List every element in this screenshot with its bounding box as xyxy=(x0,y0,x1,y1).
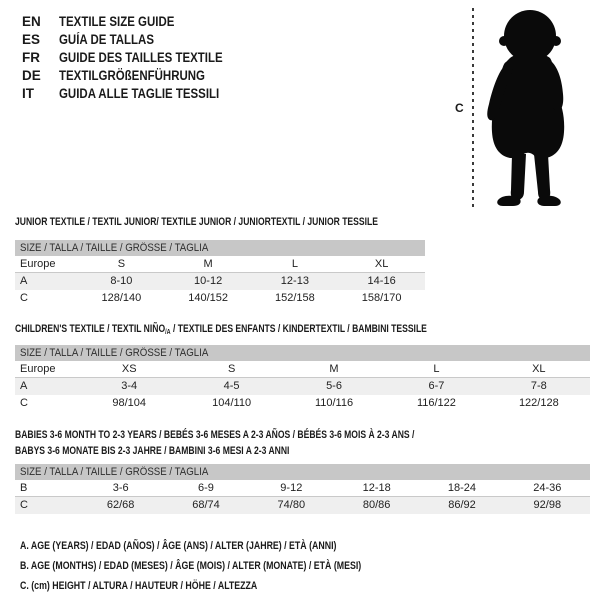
height-cell: 98/104 xyxy=(112,397,147,409)
language-code: DE xyxy=(22,68,41,83)
height-label-c: C xyxy=(455,101,464,115)
table-row-height xyxy=(15,290,425,307)
row-label: A xyxy=(20,380,28,392)
language-code: ES xyxy=(22,32,41,47)
junior-table-title: JUNIOR TEXTILE / TEXTIL JUNIOR/ TEXTILE JUNIOR / JUNIORTEXTIL / JUNIOR TESSILE xyxy=(15,216,378,228)
children-table-section xyxy=(15,322,590,412)
age-cell: 4-5 xyxy=(223,380,240,392)
table-row-height xyxy=(15,497,590,514)
note-age-years: A. AGE (YEARS) / EDAD (AÑOS) / ÂGE (ANS) / ALTER (JAHRE) / ETÀ (ANNI) xyxy=(20,540,337,552)
age-cell: 3-6 xyxy=(112,482,129,494)
row-label: Europe xyxy=(20,258,56,270)
babies-table-section xyxy=(15,428,590,514)
height-cell: 116/122 xyxy=(416,397,456,409)
size-header-bar: SIZE / TALLA / TAILLE / GRÖSSE / TAGLIA xyxy=(15,345,590,361)
language-title: GUIDE DES TAILLES TEXTILE xyxy=(59,50,223,65)
height-measure-dotted-line xyxy=(472,8,474,208)
height-cell: 122/128 xyxy=(518,397,559,409)
table-row-age xyxy=(15,273,425,290)
age-cell: 18-24 xyxy=(447,482,477,494)
height-cell: 158/170 xyxy=(361,292,402,304)
note-age-months: B. AGE (MONTHS) / EDAD (MESES) / ÂGE (MOIS) / ALTER (MONATE) / ETÀ (MESI) xyxy=(20,560,362,572)
language-row-es xyxy=(22,31,252,49)
language-row-fr xyxy=(22,49,252,67)
footnotes xyxy=(20,536,447,596)
age-cell: 8-10 xyxy=(110,275,133,287)
language-title: GUÍA DE TALLAS xyxy=(59,32,154,47)
size-cell: XS xyxy=(121,363,137,375)
height-cell: 110/116 xyxy=(314,397,354,409)
height-cell: 92/98 xyxy=(533,499,562,511)
size-cell: S xyxy=(117,258,126,270)
table-row-height xyxy=(15,395,590,412)
language-title-list xyxy=(22,13,252,103)
height-cell: 74/80 xyxy=(277,499,306,511)
age-cell: 12-18 xyxy=(362,482,391,494)
size-cell: XL xyxy=(532,363,546,375)
row-label: C xyxy=(20,397,28,409)
age-cell: 12-13 xyxy=(280,275,309,287)
height-cell: 80/86 xyxy=(362,499,391,511)
size-header-bar: SIZE / TALLA / TAILLE / GRÖSSE / TAGLIA xyxy=(15,464,590,480)
age-cell: 3-4 xyxy=(121,380,138,392)
height-cell: 128/140 xyxy=(101,292,142,304)
age-cell: 14-16 xyxy=(367,275,396,287)
height-cell: 152/158 xyxy=(274,292,315,304)
row-label: B xyxy=(20,482,28,494)
language-row-en xyxy=(22,13,252,31)
height-cell: 62/68 xyxy=(106,499,135,511)
language-code: FR xyxy=(22,50,40,65)
babies-table-title-line2: BABYS 3-6 MONATE BIS 2-3 JAHRE / BAMBINI 3-6 MESI A 2-3 ANNI xyxy=(15,445,290,457)
age-cell: 10-12 xyxy=(194,275,223,287)
size-cell: L xyxy=(291,258,298,270)
junior-table-section xyxy=(15,215,425,307)
note-height-cm: C. (cm) HEIGHT / ALTURA / HAUTEUR / HÖHE / ALTEZZA xyxy=(20,580,258,592)
language-row-de xyxy=(22,67,252,85)
size-header-bar: SIZE / TALLA / TAILLE / GRÖSSE / TAGLIA xyxy=(15,240,425,256)
height-cell: 86/92 xyxy=(448,499,476,511)
size-cell: S xyxy=(227,363,236,375)
age-cell: 7-8 xyxy=(530,380,547,392)
height-cell: 104/110 xyxy=(212,397,252,409)
row-label: C xyxy=(20,499,28,511)
language-title: TEXTILE SIZE GUIDE xyxy=(59,14,175,29)
row-label: C xyxy=(20,292,28,304)
baby-silhouette-icon xyxy=(480,8,566,206)
language-code: IT xyxy=(22,86,34,101)
table-row-europe xyxy=(15,361,590,378)
language-title: TEXTILGRÖßENFÜHRUNG xyxy=(59,68,205,83)
height-cell: 68/74 xyxy=(192,499,220,511)
table-row-age-months xyxy=(15,480,590,497)
size-cell: M xyxy=(203,258,213,270)
age-cell: 6-9 xyxy=(198,482,214,494)
table-row-age xyxy=(15,378,590,395)
language-title: GUIDA ALLE TAGLIE TESSILI xyxy=(59,86,220,101)
row-label: A xyxy=(20,275,28,287)
size-cell: XL xyxy=(374,258,389,270)
size-cell: L xyxy=(433,363,440,375)
age-cell: 5-6 xyxy=(326,380,342,392)
babies-table-title-line1: BABIES 3-6 MONTH TO 2-3 YEARS / BEBÉS 3-6 MESES A 2-3 AÑOS / BÉBÉS 3-6 MOIS À 2-3 ANS / xyxy=(15,429,415,441)
size-cell: M xyxy=(329,363,339,375)
language-code: EN xyxy=(22,14,41,29)
language-row-it xyxy=(22,85,252,103)
table-row-europe xyxy=(15,256,425,273)
height-cell: 140/152 xyxy=(188,292,228,304)
age-cell: 24-36 xyxy=(533,482,562,494)
age-cell: 9-12 xyxy=(280,482,303,494)
age-cell: 6-7 xyxy=(428,380,445,392)
row-label: Europe xyxy=(20,363,56,375)
nino-a-subscript: /A xyxy=(165,329,171,336)
children-table-title: CHILDREN'S TEXTILE / TEXTIL $NIÑO_{/A}$ / TEXTILE DES ENFANTS / KINDERTEXTIL / BAMBINI TESSILE xyxy=(15,323,427,336)
